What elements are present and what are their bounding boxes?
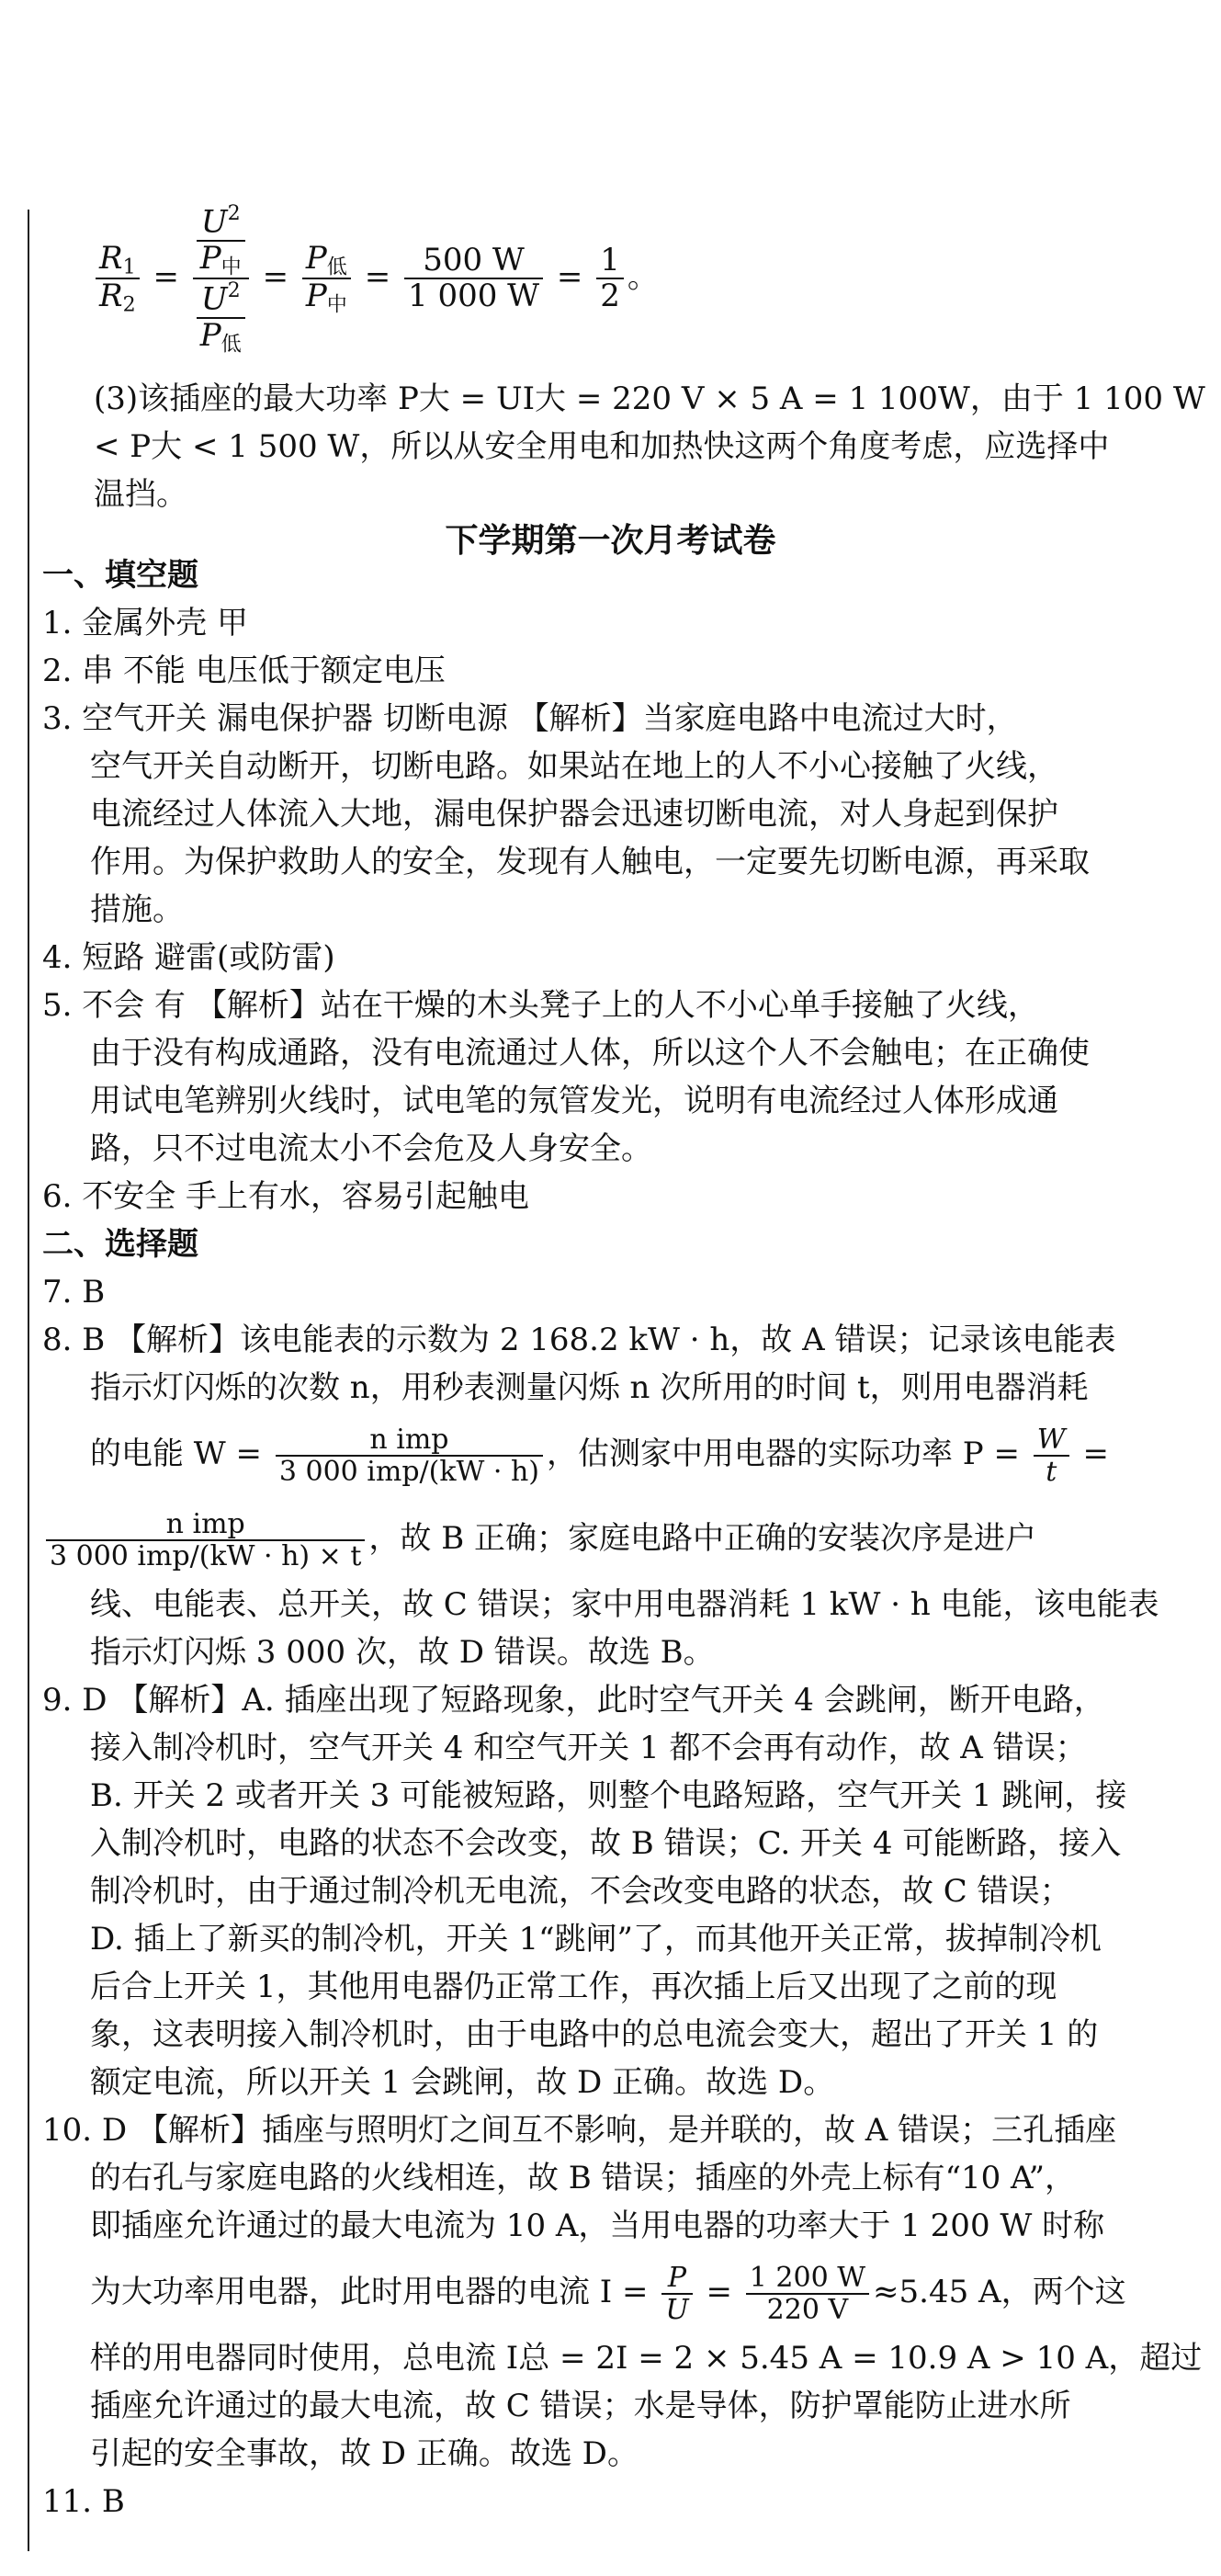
section-fill	[42, 551, 1203, 2525]
answer-line: 11. B	[42, 2483, 125, 2520]
frac-p: $\frac{P_低}{P_中}$	[302, 242, 351, 317]
answer-line: 措施。	[90, 891, 184, 928]
section-heading: 一、填空题	[42, 557, 198, 594]
answer-line: 引起的安全事故，故 D 正确。故选 D。	[90, 2435, 639, 2472]
frac-result: $\frac{1}{2}$	[596, 244, 624, 314]
answer-line: 象，这表明接入制冷机时，由于电路中的总电流会变大，超出了开关 1 的	[90, 2016, 1099, 2053]
frac-r1-r2: $\frac{R_1}{R_2}$	[96, 242, 140, 317]
answer-line: 空气开关自动断开，切断电路。如果站在地上的人不小心接触了火线，	[90, 748, 1058, 785]
answer-line: 制冷机时，由于通过制冷机无电流，不会改变电路的状态，故 C 错误；	[90, 1873, 1071, 1910]
answer-line: 即插座允许通过的最大电流为 10 A，当用电器的功率大于 1 200 W 时称	[90, 2207, 1105, 2244]
answer-line: 额定电流，所以开关 1 会跳闸，故 D 正确。故选 D。	[90, 2064, 835, 2101]
answer-line: 9. D 【解析】A. 插座出现了短路现象，此时空气开关 4 会跳闸，断开电路，	[42, 1682, 1105, 1719]
para-3	[46, 375, 1205, 518]
answer-line: 6. 不安全 手上有水，容易引起触电	[42, 1178, 530, 1215]
answer-line: 10. D 【解析】插座与照明灯之间互不影响，是并联的，故 A 错误；三孔插座	[42, 2112, 1117, 2149]
answer-line: B. 开关 2 或者开关 3 可能被短路，则整个电路短路，空气开关 1 跳闸，接	[90, 1777, 1127, 1814]
answer-line: 2. 串 不能 电压低于额定电压	[42, 653, 446, 689]
answer-line: 用试电笔辨别火线时，试电笔的氖管发光，说明有电流经过人体形成通	[90, 1083, 1058, 1119]
answer-line: 7. B	[42, 1274, 106, 1311]
answer-line: 的右孔与家庭电路的火线相连，故 B 错误；插座的外壳上标有“10 A”，	[90, 2160, 1076, 2196]
answer-line: 电流经过人体流入大地，漏电保护器会迅速切断电流，对人身起到保护	[90, 796, 1058, 833]
q8-formula-line: 的电能 W = $\frac{\text{n imp}}{\text{3 000 imp/(kW · h)}}$ ，估测家中用电器的实际功率 P = $\frac{W}{t}$ =	[90, 1424, 1109, 1488]
frac-w: $\frac{500 W}{1 000 W}$	[404, 244, 543, 314]
ratio-formula: $\frac{R_1}{R_2}$ = $\frac{\frac{U^2}{P_中}}{\frac{U^2}{P_低}}$ = $\frac{P_低}{P_中}$ = $\frac{500 W}{1 000 W}$ = $\frac{1}{2}$ 。	[92, 202, 1148, 356]
answer-line: 样的用电器同时使用，总电流 I总 = 2I = 2 × 5.45 A = 10.9 A > 10 A，超过	[90, 2340, 1203, 2377]
answer-line: 1. 金属外壳 甲	[42, 605, 249, 641]
answer-line: 4. 短路 避雷(或防雷)	[42, 939, 335, 976]
answer-line: 作用。为保护救助人的安全，发现有人触电，一定要先切断电源，再采取	[90, 844, 1090, 880]
section-heading: 二、选择题	[42, 1226, 198, 1263]
frac-complex: $\frac{\frac{U^2}{P_中}}{\frac{U^2}{P_低}}$	[193, 202, 249, 356]
page-title: 下学期第一次月考试卷	[445, 521, 776, 560]
answer-line: 指示灯闪烁 3 000 次，故 D 错误。故选 B。	[90, 1634, 715, 1671]
answer-line: 入制冷机时，电路的状态不会改变，故 B 错误；C. 开关 4 可能断路，接入	[90, 1825, 1122, 1862]
answer-line: 线、电能表、总开关，故 C 错误；家中用电器消耗 1 kW · h 电能，该电能表	[90, 1586, 1159, 1623]
answer-line: 5. 不会 有 【解析】站在干燥的木头凳子上的人不小心单手接触了火线，	[42, 987, 1039, 1024]
answer-line: 接入制冷机时，空气开关 4 和空气开关 1 都不会再有动作，故 A 错误；	[90, 1730, 1087, 1766]
answer-line: 插座允许通过的最大电流，故 C 错误；水是导体，防护罩能防止进水所	[90, 2388, 1071, 2424]
answer-line: 3. 空气开关 漏电保护器 切断电源 【解析】当家庭电路中电流过大时，	[42, 700, 1018, 737]
answer-line: 后合上开关 1，其他用电器仍正常工作，再次插上后又出现了之前的现	[90, 1969, 1057, 2005]
q8-formula-line: $\frac{\text{n imp}}{\text{3 000 imp/(kW · h) × t}}$ ，故 B 正确；家庭电路中正确的安装次序是进户	[42, 1496, 1099, 1581]
answer-line: 路，只不过电流太小不会危及人身安全。	[90, 1130, 652, 1167]
q10-formula-line: 为大功率用电器，此时用电器的电流 I = $\frac{P}{U}$ = $\frac{1 200 W}{220 V}$ ≈5.45 A，两个这	[90, 2262, 1126, 2326]
answer-line: 指示灯闪烁的次数 n，用秒表测量闪烁 n 次所用的时间 t，则用电器消耗	[90, 1369, 1089, 1406]
para3-line: < P大 < 1 500 W，所以从安全用电和加热快这两个角度考虑，应选择中	[94, 428, 1110, 465]
answer-line: 8. B 【解析】该电能表的示数为 2 168.2 kW · h，故 A 错误；记录该电能表	[42, 1322, 1116, 1358]
para3-line: 温挡。	[94, 476, 187, 513]
para3-line: (3)该插座的最大功率 P大 = UI大 = 220 V × 5 A = 1 100W，由于 1 100 W	[94, 380, 1205, 417]
answer-line: D. 插上了新买的制冷机，开关 1“跳闸”了，而其他开关正常，拔掉制冷机	[90, 1921, 1102, 1958]
answer-line: 由于没有构成通路，没有电流通过人体，所以这个人不会触电；在正确使	[90, 1035, 1090, 1072]
